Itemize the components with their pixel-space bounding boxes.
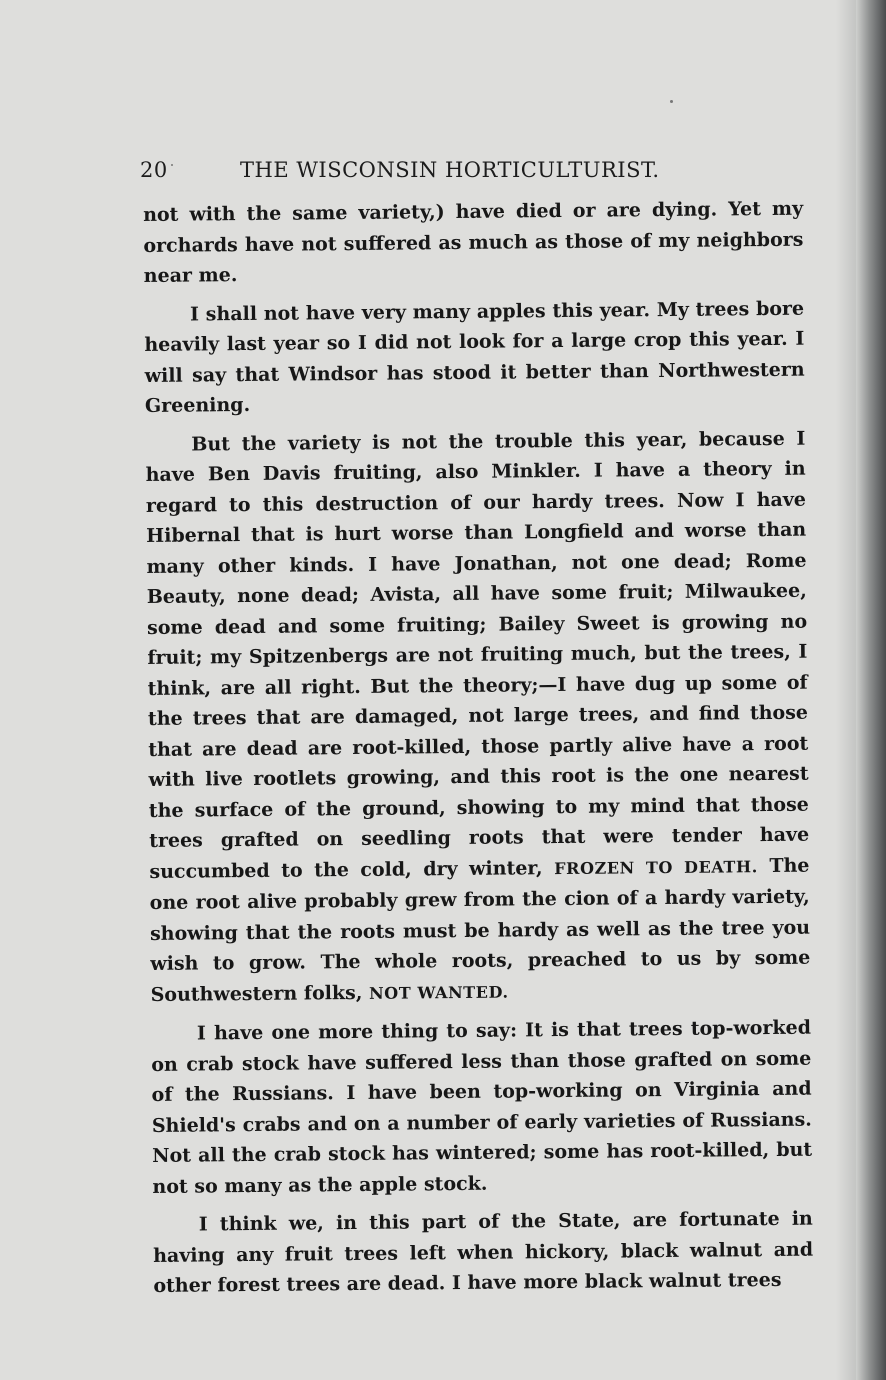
paragraph	[151, 1013, 813, 1202]
paragraph	[145, 423, 811, 1011]
paragraph-text: The one root alive probably grew from the cion of a hardy variety, showing that the roots must be hardy as well as the tree you wish to grow. The whole roots, preached to us by some Southwestern folks,	[149, 854, 811, 1006]
page-number: 20	[140, 158, 168, 182]
paragraph-continuation	[143, 194, 804, 292]
paper-speck	[670, 100, 673, 103]
page-header	[140, 158, 700, 188]
article-body	[143, 194, 814, 1310]
paragraph-text: I have one more thing to say: It is that trees top-worked on crab stock have suffered less than those grafted on some of the Russians. I have been top-working on Virginia and Shield's crabs and on a number of early varieties of Russians. Not all the crab stock has wintered; some has root-killed, but not so many as the apple stock.	[151, 1016, 813, 1198]
paragraph-text: not with the same variety,) have died or are dying. Yet my orchards have not suffered as much as those of my neighbors near me.	[143, 197, 804, 287]
paragraph-text: But the variety is not the trouble this year, because I have Ben Davis fruiting, also Minkler. I have a theory in regard to this destruction of our hardy trees. Now I have Hibernal that is hurt worse than Longfield and worse than many other kinds. I have Jonathan, not one dead; Rome Beauty, none dead; Avista, all have some fruit; Milwaukee, some dead and some fruiting; Bailey Sweet is growing no fruit; my Spitzenbergs are not fruiting much, but the trees, I think, are all right. But the theory;—I have dug up some of the trees that are damaged, not large trees, and find those that are dead are root-killed, those partly alive have a root with live rootlets growing, and this root is the one nearest the surface of the ground, showing to my mind that those trees grafted on seedling roots that were tender have succumbed to the cold, dry winter,	[145, 427, 810, 883]
emphasis-small-caps: FROZEN TO DEATH.	[554, 856, 758, 878]
book-spine-edge	[856, 0, 886, 1380]
paragraph-text: I think we, in this part of the State, are fortunate in having any fruit trees left when hickory, black walnut and other forest trees are dead. I have more black walnut trees	[153, 1207, 814, 1297]
running-title: THE WISCONSIN HORTICULTURIST.	[240, 158, 660, 182]
page-gutter-shadow	[836, 0, 856, 1380]
emphasis-small-caps: NOT WANTED.	[368, 982, 509, 1003]
paragraph	[153, 1204, 814, 1302]
paragraph-text: I shall not have very many apples this year. My trees bore heavily last year so I did not look for a large crop this year. I will say that Windsor has stood it better than Northwestern Greening.	[144, 297, 805, 417]
paragraph	[144, 293, 805, 421]
